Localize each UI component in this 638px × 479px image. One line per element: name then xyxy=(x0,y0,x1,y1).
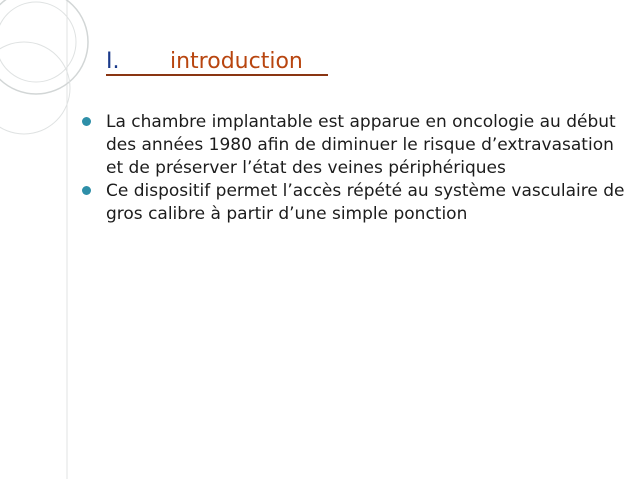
bullet-item xyxy=(80,180,625,226)
bullet-text: La chambre implantable est apparue en oncologie au début des années 1980 afin de diminuer le risque d’extravasation et de préserver l’état des veines périphériques xyxy=(106,112,616,178)
title-underline xyxy=(106,74,328,76)
decorative-circle-lower xyxy=(0,42,70,134)
title-text: introduction xyxy=(170,49,303,74)
decorative-circle-inner xyxy=(0,2,76,82)
title-number: I. xyxy=(106,49,120,74)
bullet-icon xyxy=(82,186,91,195)
bullet-text: Ce dispositif permet l’accès répété au système vasculaire de gros calibre à partir d’une simple ponction xyxy=(106,181,625,224)
slide-title xyxy=(106,47,303,77)
bullet-icon xyxy=(82,117,91,126)
decorative-circle-outer xyxy=(0,0,88,94)
bullet-item xyxy=(80,111,625,180)
bullet-list xyxy=(80,111,625,226)
